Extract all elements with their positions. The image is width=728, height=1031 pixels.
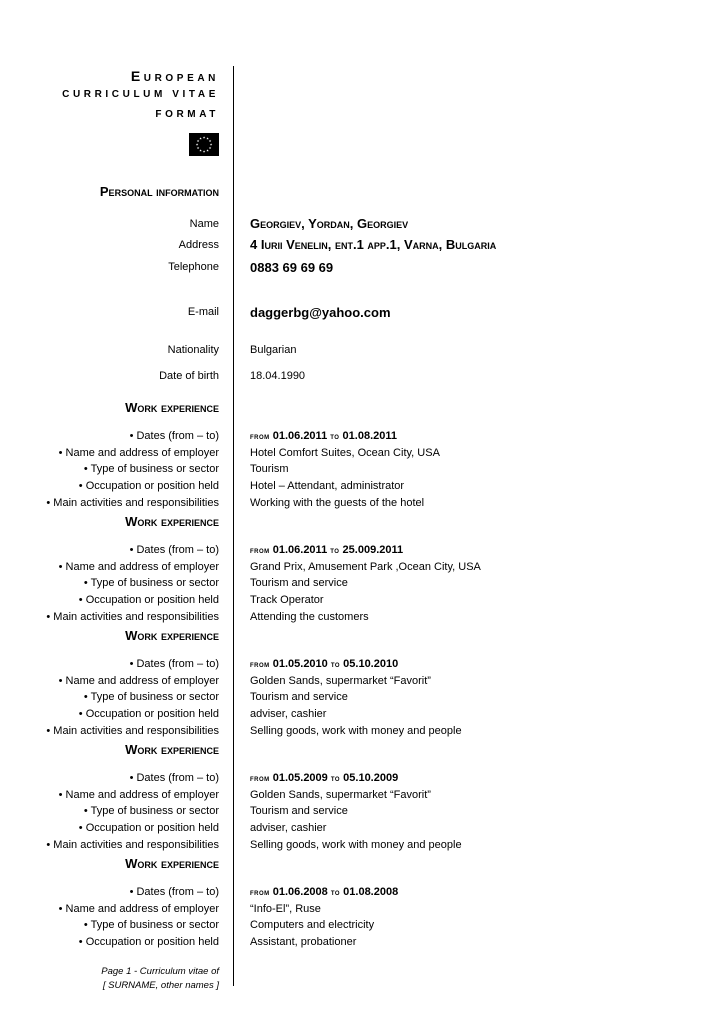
work-occupation-label: • Occupation or position held	[78, 594, 219, 606]
date-from: 01.06.2011	[272, 544, 328, 556]
telephone-label: Telephone	[168, 261, 219, 273]
svg-text:★: ★	[206, 136, 209, 141]
from-word: from	[250, 774, 270, 783]
to-word: to	[330, 660, 341, 669]
work-business-value: Tourism and service	[250, 805, 348, 817]
date-to: 25.009.2011	[342, 544, 404, 556]
date-of-birth-value: 18.04.1990	[250, 370, 306, 382]
personal-info-title: Personal information	[99, 184, 219, 199]
work-dates-value	[250, 886, 398, 898]
work-business-value: Tourism and service	[250, 691, 348, 703]
work-employer-label: • Name and address of employer	[58, 675, 219, 687]
footer-line-2: [ SURNAME, other names ]	[102, 980, 219, 991]
work-dates-value	[250, 544, 403, 556]
work-occupation-label: • Occupation or position held	[78, 822, 219, 834]
svg-text:★: ★	[209, 142, 213, 147]
telephone-value: 0883 69 69 69	[250, 260, 334, 275]
to-word: to	[330, 774, 341, 783]
work-dates-label: • Dates (from – to)	[129, 430, 219, 442]
address-label: Address	[178, 239, 219, 251]
work-employer-label: • Name and address of employer	[58, 561, 219, 573]
work-activities-value: Selling goods, work with money and people	[250, 725, 462, 737]
work-activities-value: Selling goods, work with money and people	[250, 839, 462, 851]
nationality-label: Nationality	[167, 344, 219, 356]
date-to: 01.08.2008	[343, 886, 399, 898]
svg-text:★: ★	[206, 148, 209, 153]
work-dates-value	[250, 430, 397, 442]
svg-text:★: ★	[208, 139, 212, 143]
work-occupation-value: Hotel – Attendant, administrator	[250, 480, 405, 492]
work-occupation-value: Assistant, probationer	[250, 936, 357, 948]
svg-text:★: ★	[196, 146, 200, 150]
page-footer	[101, 965, 219, 993]
work-dates-label: • Dates (from – to)	[129, 772, 219, 784]
email-label: E-mail	[187, 306, 219, 318]
to-word: to	[330, 546, 340, 555]
date-to: 01.08.2011	[342, 430, 397, 442]
work-dates-label: • Dates (from – to)	[129, 658, 219, 670]
work-business-label: • Type of business or sector	[83, 463, 219, 475]
date-from: 01.05.2009	[272, 772, 328, 784]
to-word: to	[330, 432, 340, 441]
date-to: 05.10.2010	[343, 658, 399, 670]
svg-text:★: ★	[195, 142, 199, 147]
from-word: from	[250, 888, 270, 897]
work-employer-value: Hotel Comfort Suites, Ocean City, USA	[250, 447, 440, 459]
date-of-birth-label: Date of birth	[159, 370, 219, 382]
date-from: 01.06.2008	[272, 886, 328, 898]
address-value: 4 Iurii Venelin, ent.1 app.1, Varna, Bulgaria	[250, 237, 497, 252]
work-experience-title: Work experience	[125, 742, 219, 757]
date-from: 01.05.2010	[272, 658, 328, 670]
header-line-1: EUROPEAN	[130, 68, 219, 84]
svg-text:★: ★	[199, 148, 202, 153]
nationality-value: Bulgarian	[250, 344, 297, 356]
work-dates-value	[250, 658, 398, 670]
work-employer-label: • Name and address of employer	[58, 903, 219, 915]
eu-flag-icon	[189, 133, 219, 156]
svg-text:★: ★	[196, 139, 200, 143]
work-dates-label: • Dates (from – to)	[129, 544, 219, 556]
work-employer-value: Golden Sands, supermarket “Favorit”	[250, 675, 431, 687]
work-activities-value: Working with the guests of the hotel	[250, 497, 425, 509]
work-business-label: • Type of business or sector	[83, 919, 219, 931]
email-value: daggerbg@yahoo.com	[250, 305, 391, 320]
work-occupation-value: adviser, cashier	[250, 708, 327, 720]
work-dates-label: • Dates (from – to)	[129, 886, 219, 898]
work-occupation-label: • Occupation or position held	[78, 708, 219, 720]
work-business-value: Computers and electricity	[250, 919, 375, 931]
work-employer-value: “Info-El”, Ruse	[250, 903, 321, 915]
work-occupation-label: • Occupation or position held	[78, 480, 219, 492]
from-word: from	[250, 432, 270, 441]
footer-line-1: Page 1 - Curriculum vitae of	[101, 966, 219, 977]
svg-text:★: ★	[199, 136, 202, 141]
work-activities-label: • Main activities and responsibilities	[46, 497, 219, 509]
name-value: Georgiev, Yordan, Georgiev	[250, 216, 409, 231]
work-business-label: • Type of business or sector	[83, 577, 219, 589]
work-experience-title: Work experience	[125, 514, 219, 529]
work-employer-label: • Name and address of employer	[58, 447, 219, 459]
work-activities-value: Attending the customers	[250, 611, 369, 623]
work-business-value: Tourism	[250, 463, 289, 475]
from-word: from	[250, 546, 270, 555]
work-occupation-label: • Occupation or position held	[78, 936, 219, 948]
work-employer-label: • Name and address of employer	[58, 789, 219, 801]
date-from: 01.06.2011	[272, 430, 328, 442]
column-divider	[233, 66, 234, 986]
header-line-2: CURRICULUM VITAE	[62, 89, 219, 100]
work-business-value: Tourism and service	[250, 577, 348, 589]
work-occupation-value: Track Operator	[250, 594, 324, 606]
work-occupation-value: adviser, cashier	[250, 822, 327, 834]
from-word: from	[250, 660, 270, 669]
date-to: 05.10.2009	[343, 772, 399, 784]
svg-text:★: ★	[202, 135, 206, 140]
name-label: Name	[189, 218, 219, 230]
work-employer-value: Grand Prix, Amusement Park ,Ocean City, USA	[250, 561, 481, 573]
work-activities-label: • Main activities and responsibilities	[46, 839, 219, 851]
svg-text:★: ★	[208, 146, 212, 150]
work-business-label: • Type of business or sector	[83, 691, 219, 703]
work-activities-label: • Main activities and responsibilities	[46, 725, 219, 737]
work-experience-title: Work experience	[125, 628, 219, 643]
work-dates-value	[250, 772, 398, 784]
header-line-3: FORMAT	[155, 109, 219, 120]
work-business-label: • Type of business or sector	[83, 805, 219, 817]
work-experience-title: Work experience	[125, 856, 219, 871]
to-word: to	[330, 888, 341, 897]
work-activities-label: • Main activities and responsibilities	[46, 611, 219, 623]
work-experience-title: Work experience	[125, 400, 219, 415]
work-employer-value: Golden Sands, supermarket “Favorit”	[250, 789, 431, 801]
svg-text:★: ★	[202, 149, 206, 154]
